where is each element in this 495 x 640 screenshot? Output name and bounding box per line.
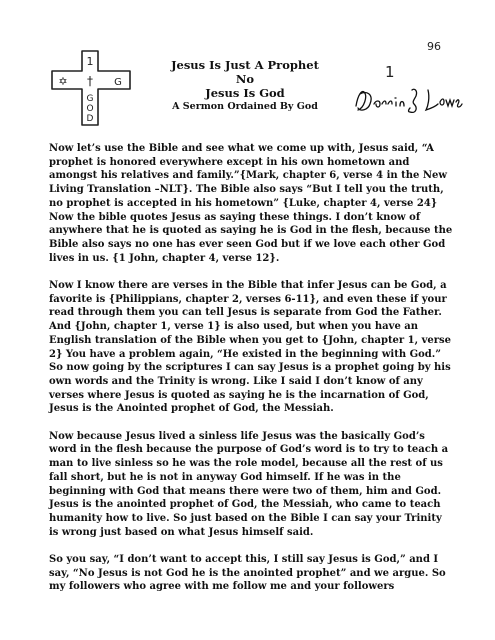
cross-top-number: 1 [86,55,94,68]
paragraph: Now I know there are verses in the Bible that infer Jesus can be God, a favorite is {Philippians, chapter 2, verses 6-11}, and even these if your read through them you can tell Jesus is separate from God the Father. And {John, chapter 1, verse 1} is also used, but when you have an English translation of the Bible when you get to {John, chapter 1, verse 2} You have a problem again, “He existed in the beginning with God.” So now going by the scriptures I can say Jesus is a prophet going by his own words and the Trinity is wrong. Like I said I don’t know of any verses where Jesus is quoted as saying he is the incarnation of God, Jesus is the Anointed prophet of God, the Messiah. [49,280,452,415]
subtitle: A Sermon Ordained By God [172,101,318,112]
cross-bottom-letter-o: O [86,104,94,114]
sermon-body [49,142,453,608]
paragraph: Now because Jesus lived a sinless life Jesus was the basically God’s word in the flesh because the purpose of God’s word is to try to teach a man to live sinless so he was the role model, because all the rest of us fall short, but he is not in anyway God himself. If he was in the beginning with God that means there were two of them, him and God. Jesus is the anointed prophet of God, the Messiah, who came to teach humanity how to live. So just based on the Bible I can say your Trinity is wrong just based on what Jesus himself said. [49,430,449,538]
cross-bottom-letter-d: D [86,114,94,124]
sermon-header [130,58,360,114]
handwritten-signature [352,84,464,118]
paragraph: So you say, “I don’t want to accept this, I still say Jesus is God,” and I say, “No Jesus is not God he is the anointed prophet” and we argue. So my followers who agree with me follow me and your followers [49,554,446,593]
cross-bottom-letter-g: G [86,94,94,104]
title-line-2: No [235,72,255,86]
title-line-1: Jesus Is Just A Prophet [171,58,319,72]
handwritten-page-number: 1 [385,63,395,81]
cross-right-letter: G [114,77,122,88]
cross-center-icon: † [87,74,93,88]
title-line-3: Jesus Is God [205,86,285,100]
handwritten-top-number: 96 [427,40,441,53]
paragraph: Now let’s use the Bible and see what we come up with, Jesus said, “A prophet is honored everywhere except in his own hometown and amongst his relatives and family.”{Mark, chapter 6, verse 4 in the New Living Translation –NLT}. The Bible also says “But I tell you the truth, no prophet is accepted in his hometown” {Luke, chapter 4, verse 24} Now the bible quotes Jesus as saying these things. I don’t know of anywhere that he is quoted as saying he is God in the flesh, because the Bible also says no one has ever seen God but if we love each other God lives in us. {1 John, chapter 4, verse 12}. [49,143,453,264]
hand-drawn-cross-icon [48,47,134,129]
star-of-david-icon: ✡ [58,75,68,88]
